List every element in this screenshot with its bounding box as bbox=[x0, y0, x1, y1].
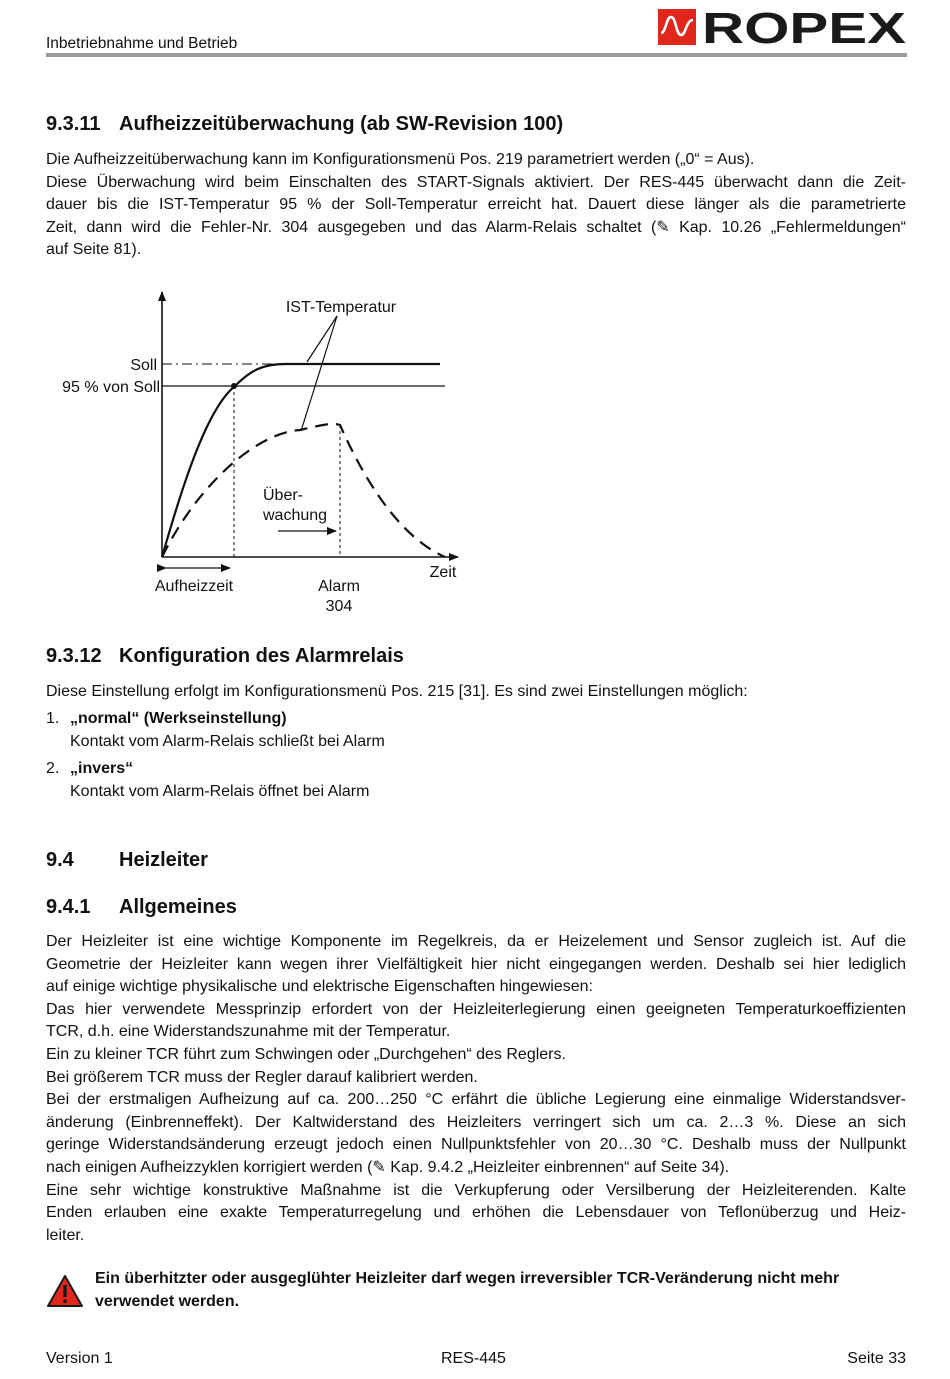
text-line: leiter. bbox=[46, 1226, 85, 1244]
ist-temperature-curve bbox=[162, 364, 440, 557]
paragraph-allgemeines bbox=[46, 931, 906, 1247]
heading-number: 9.4.1 bbox=[46, 896, 91, 918]
heading-number: 9.4 bbox=[46, 849, 74, 871]
footer-document: RES-445 bbox=[441, 1350, 506, 1367]
text-line: Bei der erstmaligen Aufheizung auf ca. 200…250 °C erfährt die übliche Legierung eine einmalige Widerstandsver- bbox=[46, 1091, 906, 1109]
label-95-von-soll: 95 % von Soll bbox=[62, 379, 160, 396]
label-alarm-code: 304 bbox=[325, 598, 353, 615]
list-title: „normal“ (Werkseinstellung) bbox=[70, 710, 287, 727]
monitoring-curve bbox=[162, 424, 445, 557]
text-line: dauer bis die IST-Temperatur 95 % der Soll-Temperatur erreicht hat. Dauert diese länger als die parametrierte bbox=[46, 196, 906, 214]
pointer-line bbox=[307, 316, 337, 362]
heading-text: Allgemeines bbox=[119, 896, 237, 918]
warning-line: Ein überhitzter oder ausgeglühter Heizleiter darf wegen irreversibler TCR-Veränderung nicht mehr bbox=[95, 1270, 840, 1287]
list-text: Kontakt vom Alarm-Relais schließt bei Alarm bbox=[70, 732, 385, 750]
list-number: 1. bbox=[46, 710, 60, 727]
heading-number: 9.3.12 bbox=[46, 645, 102, 667]
label-ist-temperatur: IST-Temperatur bbox=[285, 299, 397, 316]
heading-9-4 bbox=[46, 849, 208, 872]
heading-text: Heizleiter bbox=[119, 849, 208, 871]
text-line: auf Seite 81). bbox=[46, 241, 142, 259]
text-line: Bei größerem TCR muss der Regler darauf kalibriert werden. bbox=[46, 1068, 478, 1086]
text-line: Geometrie der Heizleiter kann wegen ihrer Vielfältigkeit hier nicht eingegangen werden. Deshalb sei hier lediglich bbox=[46, 955, 906, 973]
list-number: 2. bbox=[46, 760, 60, 777]
heating-time-diagram bbox=[0, 280, 520, 625]
heading-9-3-12 bbox=[46, 645, 404, 668]
text-line: änderung (Einbrenneffekt). Der Kaltwiderstand des Heizleiters verringert sich um ca. 2…3 %. Diese an sich bbox=[46, 1113, 906, 1131]
header-title: Inbetriebnahme und Betrieb bbox=[46, 35, 238, 52]
label-zeit: Zeit bbox=[429, 564, 457, 581]
heading-text: Konfiguration des Alarmrelais bbox=[119, 645, 404, 667]
list-text: Kontakt vom Alarm-Relais öffnet bei Alarm bbox=[70, 782, 370, 800]
text-line: Enden erlauben eine exakte Temperaturregelung und erhöhen die Lebensdauer von Teflonüberzug und Heiz- bbox=[46, 1204, 906, 1222]
label-soll: Soll bbox=[130, 357, 157, 374]
text-line: Die Aufheizzeitüberwachung kann im Konfigurationsmenü Pos. 219 parametriert werden („0“ = Aus). bbox=[46, 151, 755, 168]
text-line: auf einige wichtige physikalische und elektrische Eigenschaften hingewiesen: bbox=[46, 978, 593, 996]
footer-page-number: Seite 33 bbox=[847, 1350, 906, 1367]
header-divider bbox=[46, 53, 907, 57]
text-line: Das hier verwendete Messprinzip erfordert von der Heizleiterlegierung einen geeigneten Temperaturkoeffizienten bbox=[46, 1000, 906, 1018]
list-title: „invers“ bbox=[70, 760, 134, 777]
ropex-logo bbox=[658, 8, 908, 46]
warning-triangle-icon bbox=[46, 1274, 84, 1308]
text-line: Diese Einstellung erfolgt im Konfigurationsmenü Pos. 215 [31]. Es sind zwei Einstellungen möglich: bbox=[46, 683, 748, 700]
text-line: geringe Widerstandsänderung erzeugt jedoch einen Nullpunktsfehler von 20…30 °C. Deshalb muss der Nullpunkt bbox=[46, 1136, 906, 1154]
heading-number: 9.3.11 bbox=[46, 113, 101, 135]
logo-text: ROPEX bbox=[702, 8, 906, 46]
heading-9-4-1 bbox=[46, 896, 237, 919]
warning-line: verwendet werden. bbox=[95, 1292, 240, 1310]
text-line: Ein zu kleiner TCR führt zum Schwingen oder „Durchgehen“ des Reglers. bbox=[46, 1045, 566, 1063]
label-alarm: Alarm bbox=[318, 578, 360, 595]
label-ueberwachung-2: wachung bbox=[263, 507, 328, 524]
text-line: Diese Überwachung wird beim Einschalten des START-Signals aktiviert. Der RES-445 überwacht dann die Zeit- bbox=[46, 173, 906, 191]
label-ueberwachung-1: Über- bbox=[263, 487, 304, 504]
text-line: Zeit, dann wird die Fehler-Nr. 304 ausgegeben und das Alarm-Relais schaltet (✎ Kap. 10.26 „Fehlermeldungen“ bbox=[46, 218, 906, 236]
text-line: Der Heizleiter ist eine wichtige Komponente im Regelkreis, da er Heizelement und Sensor zugleich ist. Auf die bbox=[46, 933, 906, 950]
paragraph-aufheizzeit bbox=[46, 149, 906, 262]
list-item bbox=[46, 758, 369, 803]
pointer-line bbox=[301, 316, 337, 431]
warning-text bbox=[95, 1268, 907, 1313]
paragraph-alarmrelais bbox=[46, 681, 906, 704]
heading-text: Aufheizzeitüberwachung (ab SW-Revision 100) bbox=[119, 113, 564, 135]
footer-version: Version 1 bbox=[46, 1350, 113, 1367]
text-line: nach einigen Aufheizzyklen korrigiert werden (✎ Kap. 9.4.2 „Heizleiter einbrennen“ auf Seite 34). bbox=[46, 1158, 730, 1176]
text-line: TCR, d.h. eine Widerstandszunahme mit der Temperatur. bbox=[46, 1023, 451, 1041]
heading-9-3-11 bbox=[46, 113, 563, 136]
list-item bbox=[46, 708, 385, 753]
text-line: Eine sehr wichtige konstruktive Maßnahme ist die Verkupferung oder Versilberung der Heizleiterenden. Kalte bbox=[46, 1181, 906, 1199]
label-aufheizzeit: Aufheizzeit bbox=[154, 578, 234, 595]
